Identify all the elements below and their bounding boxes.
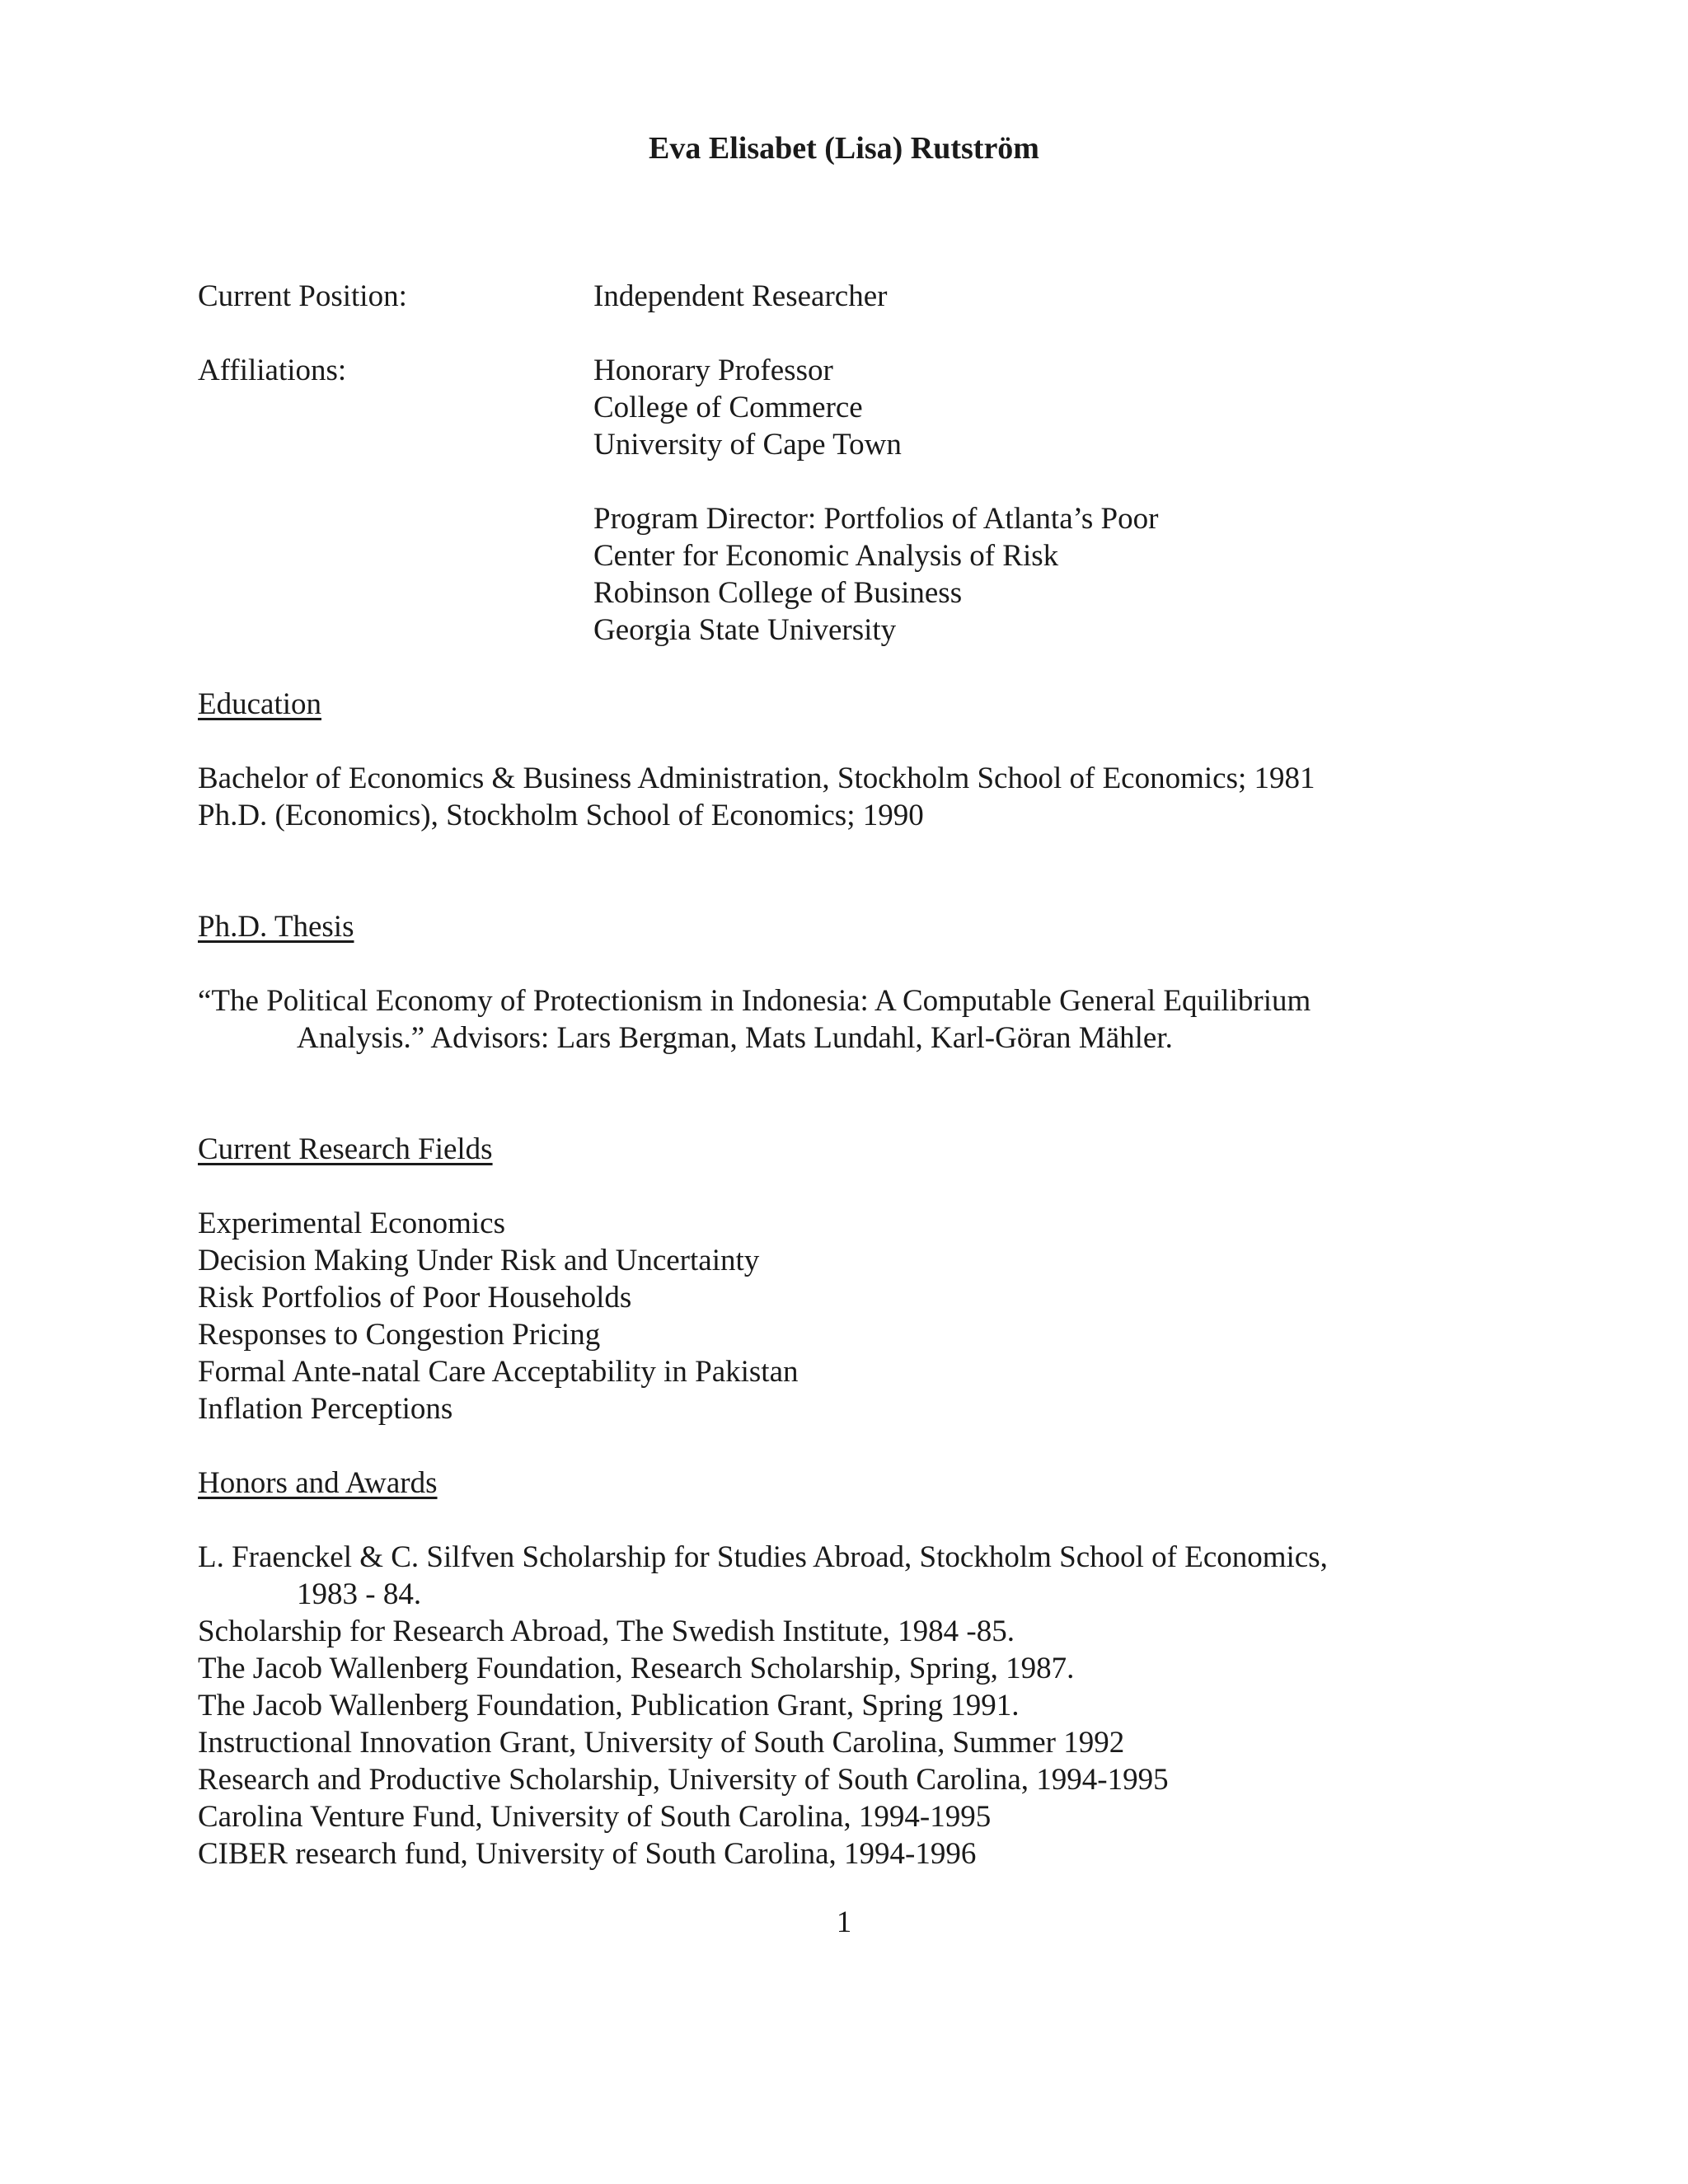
research-heading: Current Research Fields [198, 1132, 493, 1166]
document-title: Eva Elisabet (Lisa) Rutström [649, 131, 1039, 166]
thesis-line: Analysis.” Advisors: Lars Bergman, Mats Lundahl, Karl-Göran Mähler. [297, 1021, 1173, 1055]
honor-item: Instructional Innovation Grant, University of South Carolina, Summer 1992 [198, 1726, 1125, 1760]
honor-item: CIBER research fund, University of South Carolina, 1994-1996 [198, 1837, 977, 1871]
affiliation-group [593, 500, 1158, 649]
education-item: Ph.D. (Economics), Stockholm School of Economics; 1990 [198, 799, 924, 832]
research-item: Formal Ante-natal Care Acceptability in Pakistan [198, 1355, 799, 1389]
education-item: Bachelor of Economics & Business Administration, Stockholm School of Economics; 1981 [198, 762, 1315, 795]
affiliation-line: College of Commerce [593, 391, 863, 424]
research-item: Experimental Economics [198, 1207, 505, 1240]
honors-list [198, 1539, 1533, 1872]
honor-item: L. Fraenckel & C. Silfven Scholarship for Studies Abroad, Stockholm School of Economics, [198, 1540, 1328, 1574]
affiliation-line: Georgia State University [593, 613, 897, 647]
honor-item: Carolina Venture Fund, University of South Carolina, 1994-1995 [198, 1800, 992, 1834]
research-item: Inflation Perceptions [198, 1392, 453, 1426]
honor-item: The Jacob Wallenberg Foundation, Publication Grant, Spring 1991. [198, 1689, 1020, 1722]
thesis-text [198, 982, 1533, 1057]
education-heading: Education [198, 687, 322, 721]
research-item: Responses to Congestion Pricing [198, 1318, 601, 1352]
affiliations-label: Affiliations: [198, 354, 347, 387]
research-list [198, 1205, 1533, 1427]
affiliation-line: Center for Economic Analysis of Risk [593, 539, 1059, 573]
honor-item-continuation: 1983 - 84. [297, 1577, 422, 1611]
affiliation-line: Program Director: Portfolios of Atlanta’s Poor [593, 502, 1159, 536]
honor-item: Research and Productive Scholarship, University of South Carolina, 1994-1995 [198, 1763, 1169, 1797]
affiliation-line: Robinson College of Business [593, 576, 963, 610]
thesis-heading: Ph.D. Thesis [198, 910, 354, 944]
research-item: Risk Portfolios of Poor Households [198, 1281, 632, 1315]
current-position-label: Current Position: [198, 279, 407, 313]
affiliation-line: Honorary Professor [593, 354, 833, 387]
thesis-line: “The Political Economy of Protectionism in Indonesia: A Computable General Equilibrium [198, 984, 1311, 1018]
education-list [198, 760, 1533, 834]
affiliation-group [593, 352, 902, 463]
current-position-value: Independent Researcher [593, 279, 888, 313]
honor-item: The Jacob Wallenberg Foundation, Research Scholarship, Spring, 1987. [198, 1652, 1075, 1685]
honor-item: Scholarship for Research Abroad, The Swedish Institute, 1984 -85. [198, 1615, 1015, 1648]
affiliation-line: University of Cape Town [593, 428, 902, 462]
research-item: Decision Making Under Risk and Uncertainty [198, 1244, 760, 1277]
honors-heading: Honors and Awards [198, 1466, 438, 1500]
page-number: 1 [836, 1905, 852, 1939]
